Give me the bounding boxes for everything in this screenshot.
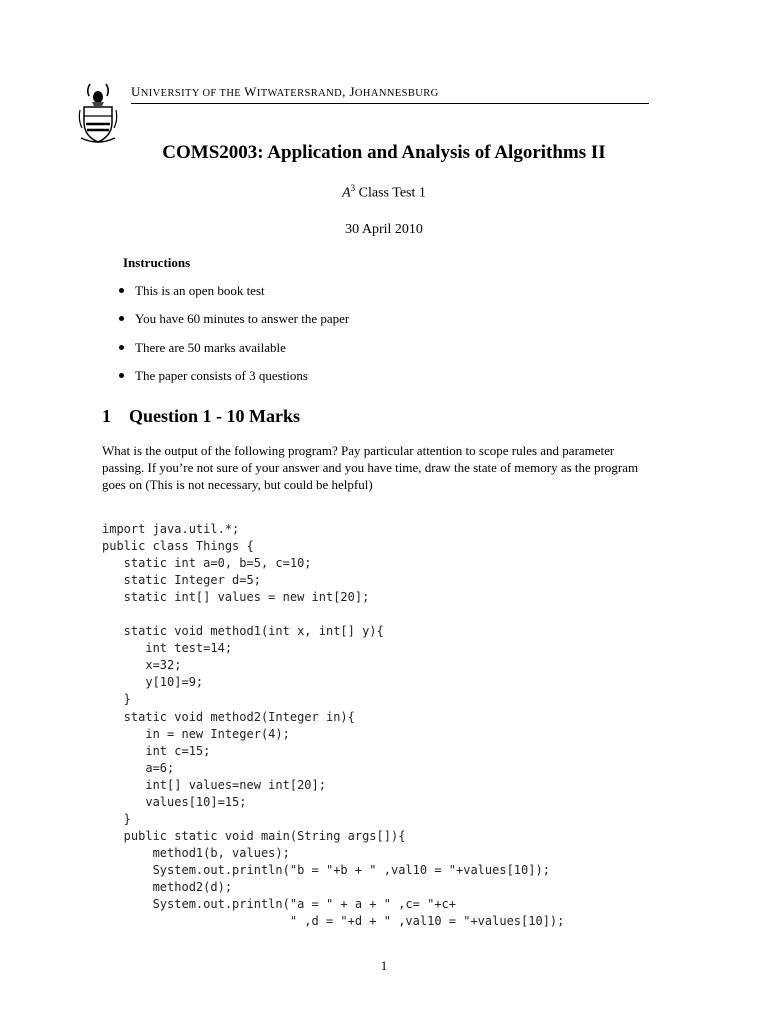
code-line: method2(d); xyxy=(102,879,233,894)
instructions-list xyxy=(110,282,349,395)
section-heading: 1 Question 1 - 10 Marks xyxy=(102,406,300,426)
course-title: COMS2003: Application and Analysis of Algorithms II xyxy=(162,142,606,163)
code-line: x=32; xyxy=(102,658,182,673)
code-line: static void method1(int x, int[] y){ xyxy=(102,624,384,639)
page-number: 1 xyxy=(380,958,388,973)
code-line: public static void main(String args[]){ xyxy=(102,828,406,843)
question-text xyxy=(102,442,658,493)
code-line: in = new Integer(4); xyxy=(102,726,290,741)
code-line: static void method2(Integer in){ xyxy=(102,709,355,724)
code-listing xyxy=(102,521,564,930)
code-line: static int[] values = new int[20]; xyxy=(102,590,370,605)
instruction-item: The paper consists of 3 questions xyxy=(110,367,349,395)
code-line: System.out.println("a = " + a + " ,c= "+c+ xyxy=(102,897,457,912)
code-line: y[10]=9; xyxy=(102,675,204,690)
instruction-item: You have 60 minutes to answer the paper xyxy=(110,310,349,338)
code-line: static int a=0, b=5, c=10; xyxy=(102,556,312,571)
header-rule xyxy=(131,103,649,104)
code-line: int test=14; xyxy=(102,641,233,656)
code-line xyxy=(102,606,564,623)
university-crest-icon xyxy=(78,80,118,144)
code-line: values[10]=15; xyxy=(102,794,247,809)
code-line: static Integer d=5; xyxy=(102,573,261,588)
code-line: " ,d = "+d + " ,val10 = "+values[10]); xyxy=(102,914,565,929)
code-line: a=6; xyxy=(102,760,175,775)
test-subtitle: $A^3$ Class Test 1 xyxy=(342,183,426,201)
code-line: public class Things { xyxy=(102,539,254,554)
test-date: 30 April 2010 xyxy=(345,222,423,237)
instructions-heading: Instructions xyxy=(123,255,191,270)
code-line: method1(b, values); xyxy=(102,845,290,860)
code-line: int c=15; xyxy=(102,743,211,758)
instruction-item: There are 50 marks available xyxy=(110,339,349,367)
code-line: System.out.println("b = "+b + " ,val10 = "+values[10]); xyxy=(102,862,550,877)
question-line: goes on (This is not necessary, but could be helpful) xyxy=(102,477,373,492)
university-name: UNIVERSITY OF THE WITWATERSRAND, JOHANNESBURG xyxy=(131,84,439,99)
question-line: passing. If you’re not sure of your answer and you have time, draw the state of memory as the program xyxy=(102,460,639,475)
instruction-item: This is an open book test xyxy=(110,282,349,310)
code-line: import java.util.*; xyxy=(102,522,240,536)
question-line: What is the output of the following program? Pay particular attention to scope rules and parameter xyxy=(102,443,615,458)
code-line: } xyxy=(102,811,131,826)
code-line: int[] values=new int[20]; xyxy=(102,777,326,792)
code-line: } xyxy=(102,692,131,707)
